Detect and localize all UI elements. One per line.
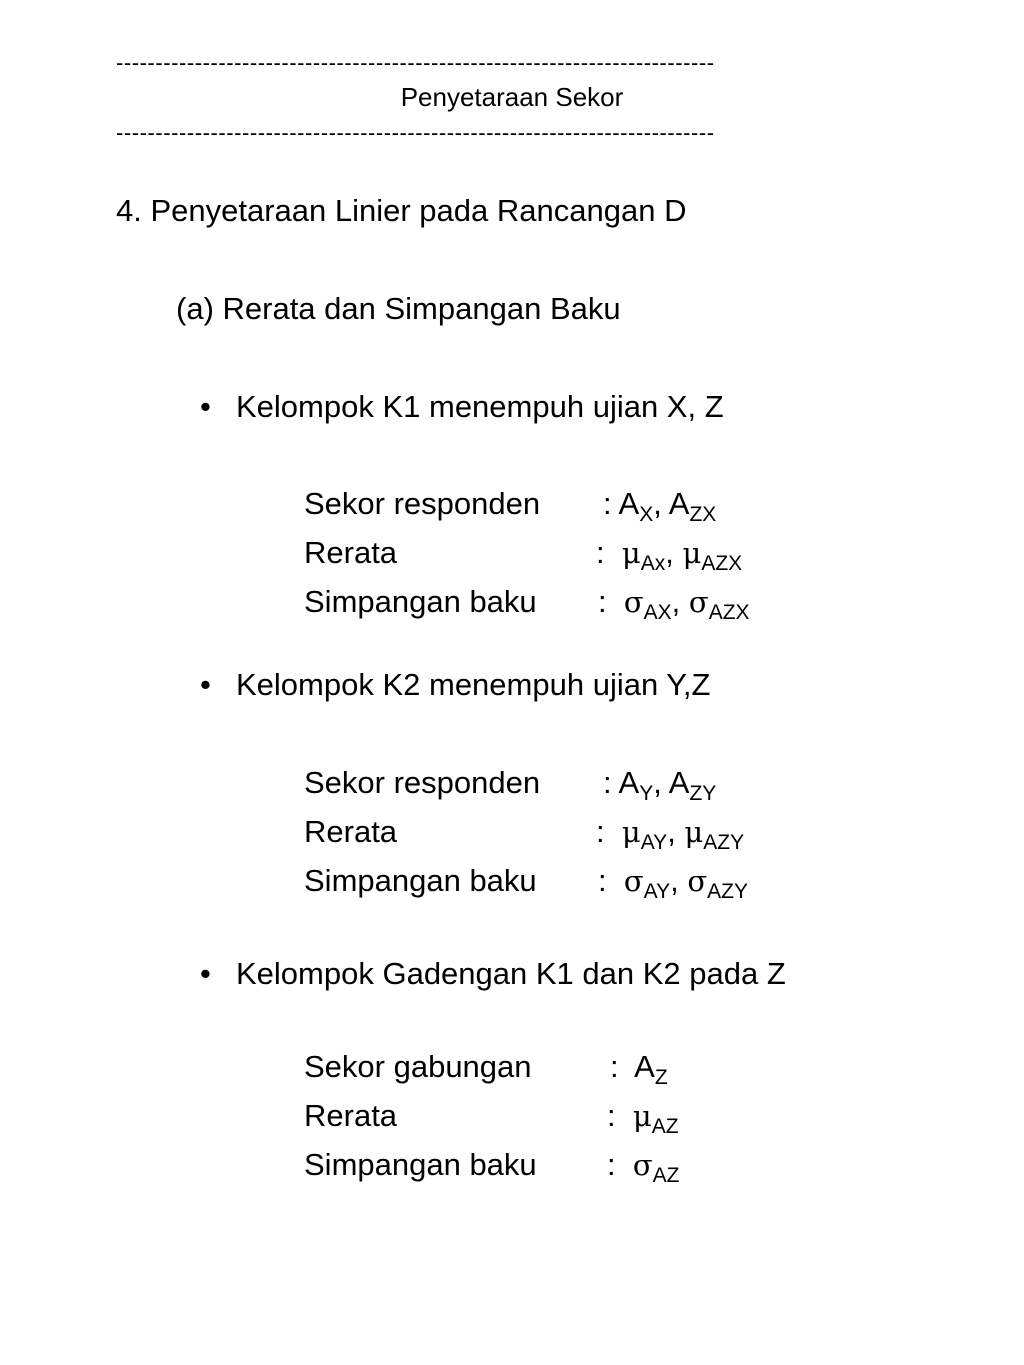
row-label: Sekor gabungan (304, 1049, 532, 1084)
symbol: A (668, 486, 690, 521)
subscript: AZ (651, 1115, 679, 1138)
sigma-symbol: σ (688, 585, 709, 619)
row-label: Sekor responden (304, 765, 541, 800)
row-colon: : (603, 765, 612, 800)
subscript: AZY (703, 831, 745, 854)
subscript: ZX (689, 503, 717, 526)
symbol: A (634, 1049, 655, 1084)
separator: , (670, 863, 688, 898)
group-heading-text: Kelompok K1 menempuh ujian X, Z (236, 389, 724, 424)
row-label: Simpangan baku (304, 1147, 537, 1182)
symbol: A (668, 765, 690, 800)
sigma-symbol: σ (623, 864, 644, 898)
sigma-symbol: σ (623, 585, 644, 619)
row-value (607, 1098, 679, 1138)
row-colon: : (596, 814, 605, 849)
subscript: AZX (701, 552, 743, 575)
group-heading (200, 389, 724, 425)
mu-symbol: μ (621, 536, 641, 570)
sigma-symbol: σ (687, 864, 708, 898)
group-heading-text: Kelompok K2 menempuh ujian Y,Z (236, 667, 711, 702)
subscript: AZ (652, 1164, 680, 1187)
bullet-icon: • (200, 956, 211, 991)
row-colon: : (596, 535, 605, 570)
row-colon: : (598, 863, 607, 898)
row-label: Rerata (304, 1098, 398, 1133)
subscript: Ax (640, 552, 666, 575)
group-heading-text: Kelompok Gadengan K1 dan K2 pada Z (236, 956, 786, 991)
row-label: Simpangan baku (304, 863, 537, 898)
separator: , (653, 486, 669, 521)
row-colon: : (598, 584, 607, 619)
mu-symbol: μ (684, 815, 704, 849)
row-value (603, 486, 717, 526)
row-value (596, 814, 745, 854)
separator: , (653, 765, 669, 800)
row-value (603, 765, 717, 805)
header-bottom-rule: ---------------------------------------------------------------------------- (116, 120, 715, 145)
row-value (607, 1147, 680, 1187)
header-title: Penyetaraan Sekor (400, 82, 624, 112)
subscript: AZY (707, 880, 748, 903)
subscript: X (639, 503, 654, 526)
sigma-symbol: σ (632, 1148, 653, 1182)
row-value (598, 584, 750, 624)
row-label: Rerata (304, 535, 398, 570)
group-heading (200, 667, 710, 703)
subscript: AY (640, 831, 668, 854)
separator: , (671, 584, 689, 619)
bullet-icon: • (200, 667, 211, 702)
row-colon: : (607, 1098, 616, 1133)
row-label: Rerata (304, 814, 398, 849)
separator: , (667, 814, 685, 849)
subscript: ZY (689, 782, 717, 805)
row-value (610, 1049, 668, 1089)
subscript: Z (654, 1066, 668, 1089)
row-value (598, 863, 748, 903)
symbol: A (618, 765, 640, 800)
header-top-rule: ---------------------------------------------------------------------------- (116, 50, 715, 75)
mu-symbol: μ (632, 1099, 652, 1133)
row-colon: : (610, 1049, 619, 1084)
row-label: Sekor responden (304, 486, 541, 521)
section-title: 4. Penyetaraan Linier pada Rancangan D (116, 193, 687, 228)
mu-symbol: μ (682, 536, 702, 570)
row-colon: : (603, 486, 612, 521)
separator: , (665, 535, 683, 570)
row-label: Simpangan baku (304, 584, 537, 619)
group-heading (200, 956, 786, 992)
row-colon: : (607, 1147, 616, 1182)
subscript: AY (643, 880, 671, 903)
subscript: AX (643, 601, 672, 624)
mu-symbol: μ (621, 815, 641, 849)
symbol: A (618, 486, 640, 521)
subscript: AZX (708, 601, 750, 624)
bullet-icon: • (200, 389, 211, 424)
row-value (596, 535, 743, 575)
subscript: Y (639, 782, 654, 805)
subsection-title: (a) Rerata dan Simpangan Baku (176, 291, 621, 326)
